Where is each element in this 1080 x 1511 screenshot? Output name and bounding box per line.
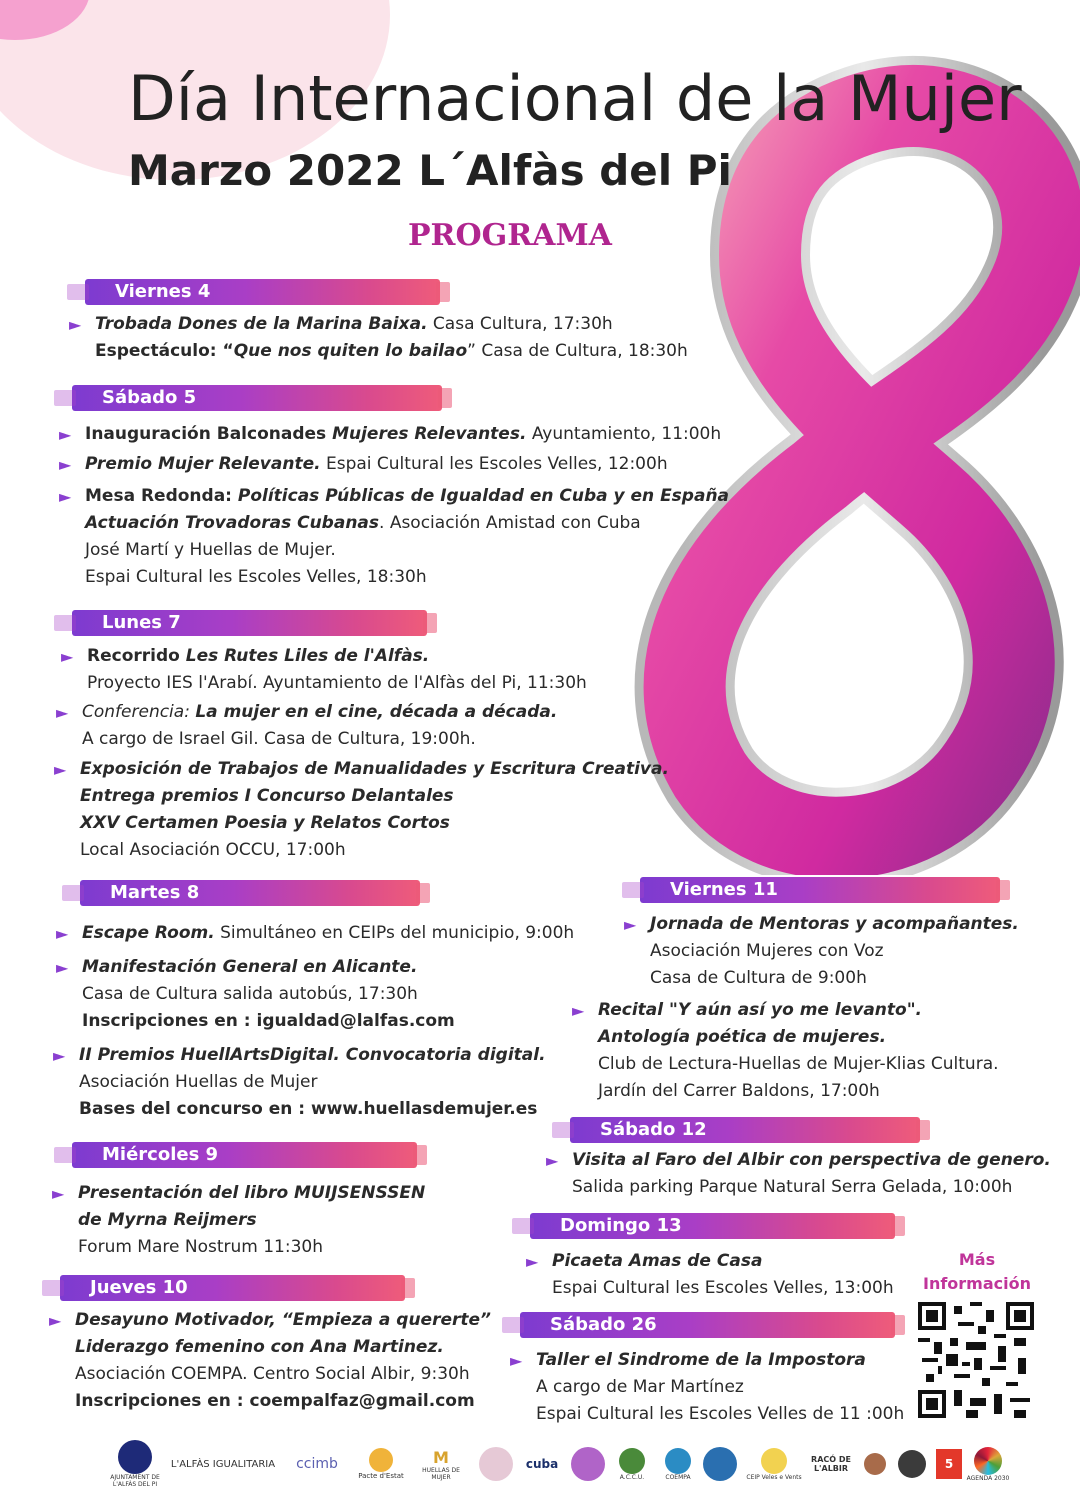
event-sabado-12: ► Visita al Faro del Albir con perspectiva de genero. Salida parking Parque Natural Serra Gelada, 10:00h: [572, 1147, 1051, 1201]
day-header-sabado-26: Sábado 26: [520, 1312, 895, 1338]
huellas-de-mujer-logo: M HUELLAS DE MUJER: [422, 1447, 460, 1481]
arrow-icon: ►: [59, 487, 72, 506]
agenda2030-logo: AGENDA 2030: [966, 1436, 1010, 1492]
event-lunes-7-conferencia: ► Conferencia: La mujer en el cine, década a década. A cargo de Israel Gil. Casa de Cultura, 19:00h.: [82, 699, 557, 753]
day-header-miercoles-9: Miércoles 9: [72, 1142, 417, 1168]
programa-heading: PROGRAMA: [408, 218, 612, 253]
ccimb-logo: ccimb: [296, 1456, 338, 1472]
event-miercoles-9: ► Presentación del libro MUIJSENSSEN de Myrna Reijmers Forum Mare Nostrum 11:30h: [78, 1180, 425, 1261]
day-header-viernes-4: Viernes 4: [85, 279, 440, 305]
ies-logo: [700, 1436, 740, 1492]
event-martes-8-manifestacion: ► Manifestación General en Alicante. Casa de Cultura salida autobús, 17:30h Inscripciones en : igualdad@lalfas.com: [82, 954, 455, 1035]
day-header-sabado-12: Sábado 12: [570, 1117, 920, 1143]
arrow-icon: ►: [54, 760, 67, 779]
day-header-lunes-7: Lunes 7: [72, 610, 427, 636]
event-viernes-11-jornada: ► Jornada de Mentoras y acompañantes. Asociación Mujeres con Voz Casa de Cultura de 9:00h: [650, 911, 1019, 992]
event-sabado-5-mesa: ► Mesa Redonda: Políticas Públicas de Igualdad en Cuba y en España Actuación Trovadoras Cubanas. Asociación Amistad con Cuba José Martí y Huellas de Mujer. Espai Cultural les Escoles Velles, 18:30h: [85, 483, 729, 591]
arrow-icon: ►: [56, 924, 69, 943]
arrow-icon: ►: [52, 1184, 65, 1203]
flower-logo: [568, 1436, 608, 1492]
arrow-icon: ►: [61, 647, 74, 666]
klias-logo: [476, 1436, 516, 1492]
event-viernes-11-recital: ► Recital "Y aún así yo me levanto". Antología poética de mujeres. Club de Lectura-Huellas de Mujer-Klias Cultura. Jardín del Carrer Baldons, 17:00h: [598, 997, 999, 1105]
arrow-icon: ►: [69, 315, 82, 334]
ajuntament-logo: AJUNTAMENT DE L'ALFÀS DEL PI: [100, 1436, 170, 1492]
day-header-domingo-13: Domingo 13: [530, 1213, 895, 1239]
more-info-label: Más Información: [922, 1250, 1031, 1293]
cuba-logo: cuba: [525, 1457, 559, 1471]
arrow-icon: ►: [572, 1001, 585, 1020]
arrow-icon: ►: [56, 958, 69, 977]
event-domingo-13: ► Picaeta Amas de Casa Espai Cultural les Escoles Velles, 13:00h: [552, 1248, 894, 1302]
occu-logo: A.C.C.U.: [610, 1436, 654, 1492]
ceip-santiago-logo: [892, 1436, 932, 1492]
arrow-icon: ►: [510, 1351, 523, 1370]
coempa-logo: COEMPA: [656, 1436, 700, 1492]
seal-logo: [860, 1436, 890, 1492]
event-lunes-7-exposicion: ► Exposición de Trabajos de Manualidades y Escritura Creativa. Entrega premios I Concurso Delantales XXV Certamen Poesia y Relatos Cortos Local Asociación OCCU, 17:00h: [80, 756, 669, 864]
event-martes-8-premios: ► II Premios HuellArtsDigital. Convocatoria digital. Asociación Huellas de Mujer Bases del concurso en : www.huellasdemujer.es: [79, 1042, 546, 1123]
alfas-igualitaria-logo: L'ALFÀS IGUALITARIA: [170, 1458, 276, 1470]
ceip-logo: CEIP Veles e Vents: [744, 1436, 804, 1492]
arrow-icon: ►: [56, 703, 69, 722]
arrow-icon: ►: [53, 1046, 66, 1065]
day-header-viernes-11: Viernes 11: [640, 877, 1000, 903]
pacte-estat-logo: Pacte d'Estat: [356, 1436, 406, 1492]
arrow-icon: ►: [624, 915, 637, 934]
event-jueves-10: ► Desayuno Motivador, “Empieza a quererte” Liderazgo femenino con Ana Martinez. Asociación COEMPA. Centro Social Albir, 9:30h Inscripciones en : coempalfaz@gmail.com: [75, 1307, 491, 1415]
ods5-logo: 5: [934, 1436, 964, 1492]
day-header-sabado-5: Sábado 5: [72, 385, 442, 411]
page-title: Día Internacional de la Mujer: [128, 62, 1022, 135]
arrow-icon: ►: [546, 1151, 559, 1170]
event-sabado-26: ► Taller el Sindrome de la Impostora A cargo de Mar Martínez Espai Cultural les Escoles Velles de 11 :00h: [536, 1347, 904, 1428]
arrow-icon: ►: [526, 1252, 539, 1271]
qr-code-icon[interactable]: [918, 1302, 1034, 1418]
arrow-icon: ►: [59, 455, 72, 474]
event-viernes-4: ► Trobada Dones de la Marina Baixa. Casa Cultura, 17:30h Espectáculo: “Que nos quiten lo bailao” Casa de Cultura, 18:30h: [95, 311, 688, 365]
event-lunes-7-recorrido: ► Recorrido Les Rutes Liles de l'Alfàs. Proyecto IES l'Arabí. Ayuntamiento de l'Alfàs del Pi, 11:30h: [87, 643, 587, 697]
arrow-icon: ►: [49, 1311, 62, 1330]
sponsor-logos: [100, 1436, 1020, 1496]
event-sabado-5-premio: ► Premio Mujer Relevante. Espai Cultural les Escoles Velles, 12:00h: [85, 451, 668, 478]
day-header-martes-8: Martes 8: [80, 880, 420, 906]
day-header-jueves-10: Jueves 10: [60, 1275, 405, 1301]
raco-albir-logo: RACÓ DE L'ALBIR: [811, 1455, 851, 1473]
event-martes-8-escape: ► Escape Room. Simultáneo en CEIPs del municipio, 9:00h: [82, 920, 574, 947]
event-sabado-5: ► Inauguración Balconades Mujeres Relevantes. Ayuntamiento, 11:00h: [85, 421, 721, 448]
page-subtitle: Marzo 2022 L´Alfàs del Pi: [128, 146, 732, 195]
arrow-icon: ►: [59, 425, 72, 444]
